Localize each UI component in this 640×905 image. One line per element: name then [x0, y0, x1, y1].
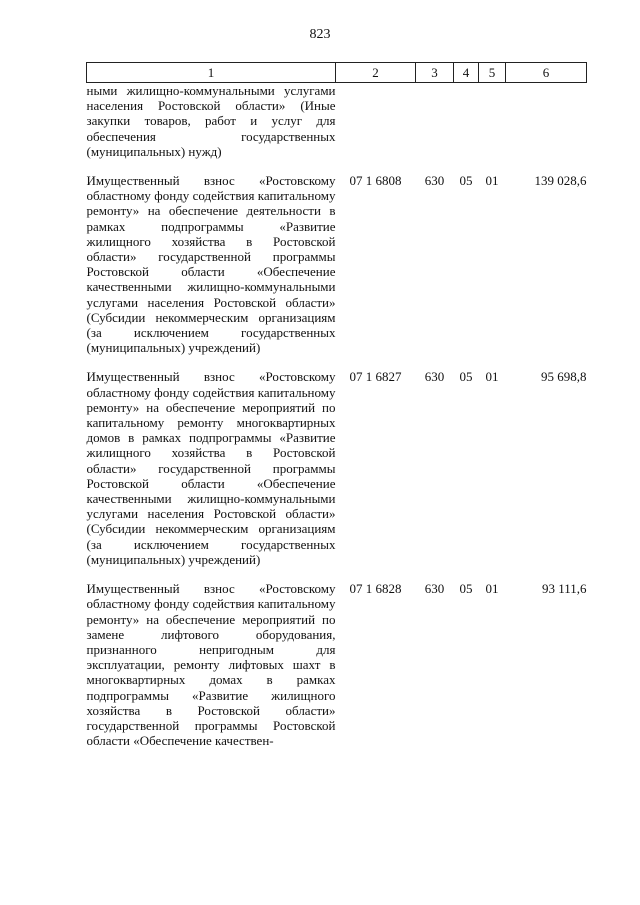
row-description: ными жилищно-коммунальными услугами населения Ростовской области» (Иные закупки товаров, работ и услуг для обеспечения государственных (муниципальных) нужд) — [86, 83, 336, 159]
budget-table — [86, 62, 587, 748]
row-code — [336, 83, 416, 160]
row-col5: 01 — [485, 369, 499, 385]
row-amount — [506, 83, 587, 160]
header-row — [87, 63, 587, 83]
row-code: 07 1 6828 — [349, 581, 402, 597]
row-col4: 05 — [459, 369, 473, 385]
row-col5 — [479, 83, 506, 160]
table-row — [87, 581, 587, 748]
table-row — [87, 173, 587, 355]
row-col3: 630 — [424, 173, 445, 189]
row-amount: 95 698,8 — [541, 369, 587, 385]
header-col-1: 1 — [87, 63, 336, 83]
row-code: 07 1 6827 — [349, 369, 402, 385]
row-col4: 05 — [459, 581, 473, 597]
row-amount: 93 111,6 — [541, 581, 587, 597]
row-col5: 01 — [485, 581, 499, 597]
row-amount: 139 028,6 — [534, 173, 587, 189]
page-number: 823 — [309, 27, 331, 42]
header-col-4: 4 — [454, 63, 479, 83]
row-col5: 01 — [485, 173, 499, 189]
row-col3: 630 — [424, 581, 445, 597]
table-row — [87, 83, 587, 160]
row-col3: 630 — [424, 369, 445, 385]
row-col4 — [454, 83, 479, 160]
table-row — [87, 369, 587, 567]
row-col4: 05 — [459, 173, 473, 189]
header-col-2: 2 — [336, 63, 416, 83]
row-description: Имущественный взнос «Ростовскому областному фонду содействия капитальному ремонту» на обеспечение мероприятий по замене лифтового оборудования, признанного непригодным для эксплуатации, ремонту лифтовых шахт в многоквартирных домах в рамках подпрограммы «Развитие жилищного хозяйства в Ростовской области» государственной программы Ростовской области «Обеспечение качествен- — [86, 581, 336, 749]
row-col3 — [416, 83, 454, 160]
header-col-3: 3 — [416, 63, 454, 83]
row-description: Имущественный взнос «Ростовскому областному фонду содействия капитальному ремонту» на обеспечение деятельности в рамках подпрограммы «Развитие жилищного хозяйства в Ростовской области» государственной программы Ростовской области «Обеспечение качественными жилищно-коммунальными услугами населения Ростовской области» (Субсидии некоммерческим организациям (за исключением государственных (муниципальных) учреждений) — [86, 173, 336, 356]
row-code: 07 1 6808 — [349, 173, 402, 189]
row-description: Имущественный взнос «Ростовскому областному фонду содействия капитальному ремонту» на обеспечение мероприятий по капитальному ремонту многоквартирных домов в рамках подпрограммы «Развитие жилищного хозяйства в Ростовской области» государственной программы Ростовской области «Обеспечение качественными жилищно-коммунальными услугами населения Ростовской области» (Субсидии некоммерческим организациям (за исключением государственных (муниципальных) учреждений) — [86, 369, 336, 567]
header-col-6: 6 — [506, 63, 587, 83]
header-col-5: 5 — [479, 63, 506, 83]
